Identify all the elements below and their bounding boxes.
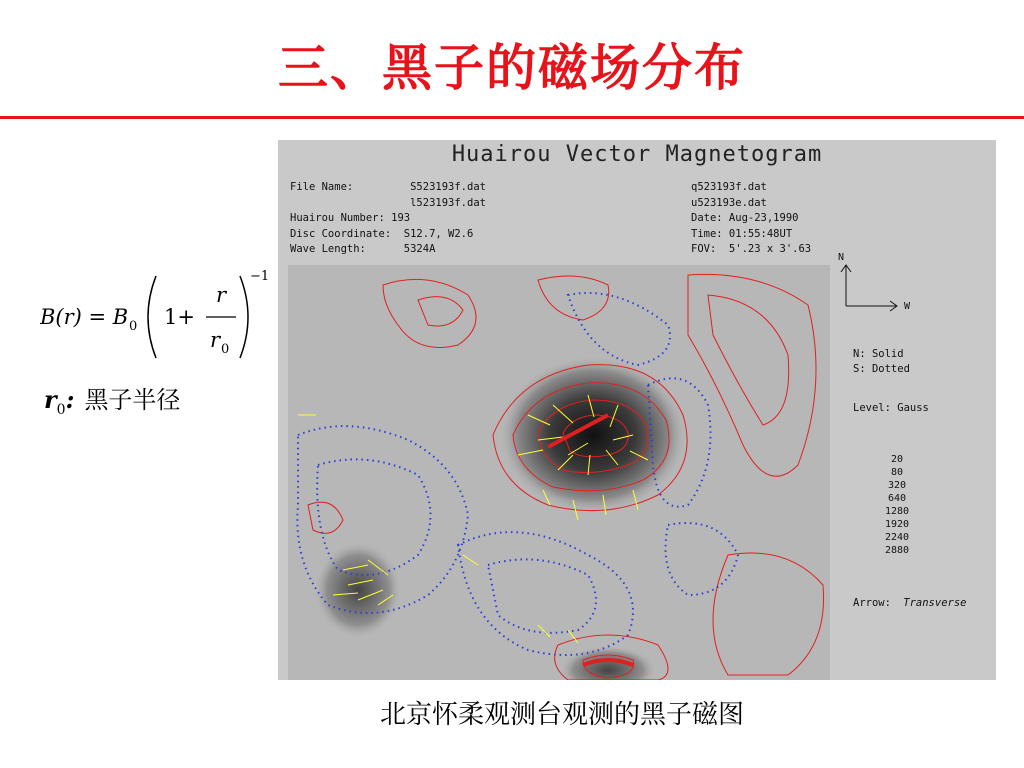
meta-line: Wave Length: 5324A [290,243,436,255]
r0-symbol: r [44,385,57,414]
legend-dotted: S: Dotted [853,363,910,375]
compass-w-label: W [904,301,911,312]
magnetogram-left-meta [290,180,486,258]
formula-exponent: −1 [250,269,270,284]
r0-subscript: 0 [56,401,66,418]
level-value: 1280 [884,506,910,517]
level-value: 20 [890,454,904,465]
magnetogram-right-meta [691,180,811,258]
r0-description: 黑子半径 [84,386,181,414]
level-value: 640 [887,493,907,504]
meta-line: Time: 01:55:48UT [691,227,793,240]
arrow-value: Transverse [903,597,967,609]
figure-caption: 北京怀柔观测台观测的黑子磁图 [380,700,745,730]
r0-colon: : [65,385,75,414]
formula-numerator: r [216,283,227,307]
formula-lhs-sub: 0 [129,319,138,334]
compass-n-label: N [838,252,845,263]
magnetogram-image [278,140,996,680]
level-value: 320 [887,480,907,491]
left-paren [148,276,156,358]
meta-line: FOV: 5'.23 x 3'.63 [691,243,812,255]
level-list [862,453,932,557]
right-paren [240,276,248,358]
formula-one-plus: 1+ [164,305,195,329]
magnetogram-map [288,265,830,680]
meta-line: q523193f.dat [691,181,767,193]
meta-line: Disc Coordinate: S12.7, W2.6 [290,227,474,240]
level-value: 2880 [884,545,910,556]
legend-solid: N: Solid [853,348,904,360]
compass-icon [838,248,918,312]
meta-line: u523193e.dat [691,196,767,209]
meta-line: l523193f.dat [290,196,486,209]
formula-denominator-sub: 0 [221,342,230,357]
level-value: 80 [890,467,904,478]
title-divider [0,116,1024,119]
meta-line: File Name: S523193f.dat [290,181,486,193]
magnetic-field-formula [40,262,275,362]
meta-line: Huairou Number: 193 [290,212,411,224]
formula-denominator: r [210,328,221,352]
meta-line: Date: Aug-23,1990 [691,212,799,224]
magnetogram-heading: Huairou Vector Magnetogram [451,142,823,167]
secondary-sunspot [313,540,403,640]
arrow-legend [853,597,966,609]
r0-definition [44,380,180,418]
formula-lhs: B(r) = B [40,305,129,329]
slide-title: 三、黑子的磁场分布 [278,39,746,97]
level-value: 1920 [884,519,910,530]
level-label: Level: Gauss [853,402,929,414]
level-value: 2240 [884,532,910,543]
arrow-label: Arrow: [853,597,891,609]
